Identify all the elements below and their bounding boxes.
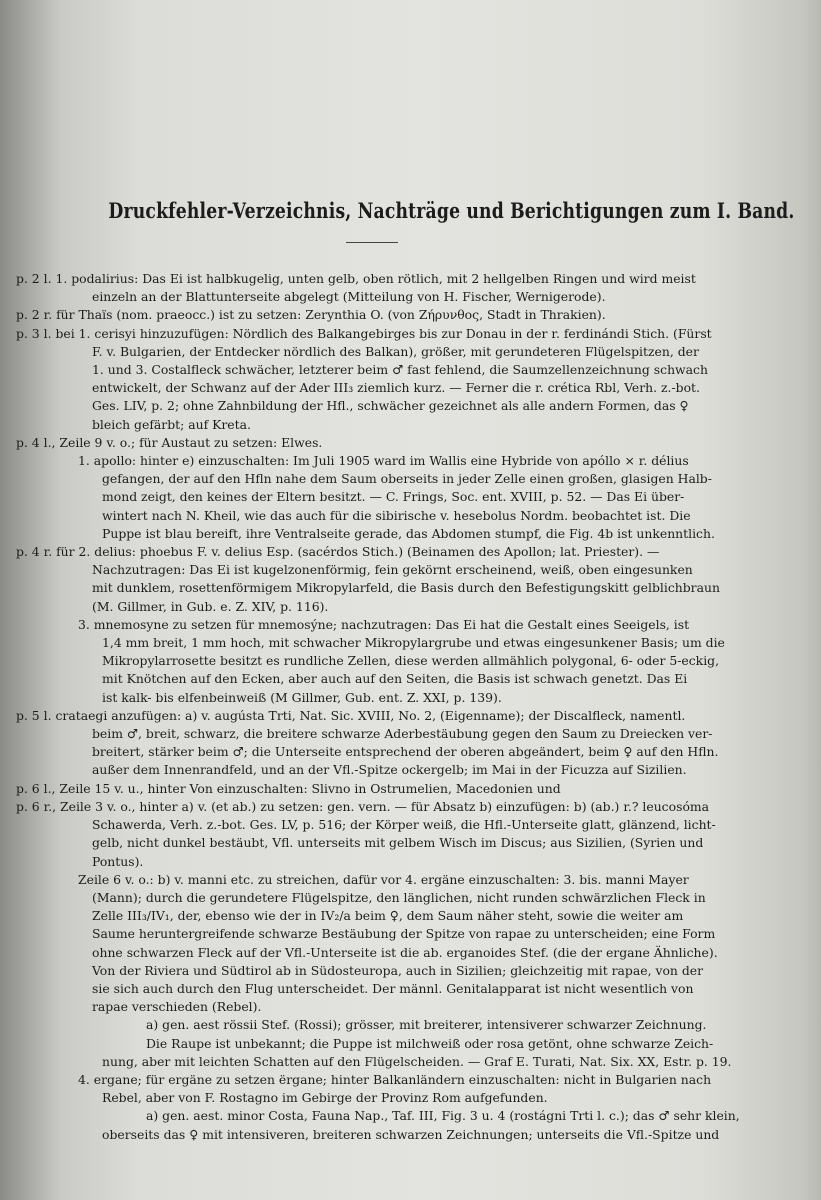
text-line: gefangen, der auf den Hfln nahe dem Saum oberseits in jeder Zelle einen großen, glasigen Halb- [102, 471, 712, 487]
text-line: F. v. Bulgarien, der Entdecker nördlich des Balkan), größer, mit gerundeteren Flügelspitzen, der [92, 343, 699, 359]
entry-apollo [16, 452, 796, 543]
text-line: rapae verschieden (Rebel). [92, 999, 262, 1015]
entry-rossii [16, 1016, 796, 1071]
text-line: Von der Riviera und Südtirol ab in Südosteuropa, auch in Sizilien; gleichzeitig mit rapae, von der [92, 962, 704, 978]
page-title: Druckfehler-Verzeichnis, Nachträge und Berichtigungen zum I. Band. [108, 198, 795, 223]
text-line: 1,4 mm breit, 1 mm hoch, mit schwacher Mikropylargrube und etwas eingesunkener Basis; um die [102, 635, 725, 651]
entry-austaut [16, 434, 796, 452]
text-line: p. 2 l. 1. podalirius: Das Ei ist halbkugelig, unten gelb, oben rötlich, mit 2 hellgelben Ringen und wird meist [16, 271, 696, 286]
entry-ergane [16, 1071, 796, 1144]
text-line: (Mann); durch die gerundetere Flügelspitze, den länglichen, nicht runden schwärzlichen Fleck in [92, 889, 706, 905]
text-line: 3. mnemosyne zu setzen für mnemosýne; nachzutragen: Das Ei hat die Gestalt eines Seeigels, ist [78, 616, 690, 632]
text-line: mit Knötchen auf den Ecken, aber auch auf den Seiten, die Basis ist schwach genetzt. Das Ei [102, 671, 688, 687]
text-line: 1. apollo: hinter e) einzuschalten: Im Juli 1905 ward im Wallis eine Hybride von apóllo × r. délius [78, 453, 689, 469]
text-line: p. 3 l. bei 1. cerisyi hinzuzufügen: Nördlich des Balkangebirges bis zur Donau in der r. ferdinándi Stich. (Fürst [16, 325, 712, 341]
text-line: mit dunklem, rosettenförmigem Mikropylarfeld, die Basis durch den Befestigungskitt gelblichbraun [92, 580, 720, 596]
text-line: beim ♂, breit, schwarz, die breitere schwarze Aderbestäubung gegen den Saum zu Dreiecken ver- [92, 726, 713, 742]
entry-mnemosyne [16, 616, 796, 707]
text-line: gelb, nicht dunkel bestäubt, Vfl. unterseits mit gelbem Wisch im Discus; aus Sizilien, (Syrien und [92, 835, 704, 851]
text-line: ist kalk- bis elfenbeinweiß (M Gillmer, Gub. ent. Z. XXI, p. 139). [102, 689, 502, 705]
text-line: p. 4 r. für 2. delius: phoebus F. v. delius Esp. (sacérdos Stich.) (Beinamen des Apollon; lat. Priester). — [16, 544, 660, 560]
text-line: 4. ergane; für ergäne zu setzen ërgane; hinter Balkanländern einzuschalten: nicht in Bulgarien nach [78, 1071, 712, 1087]
text-line: p. 5 l. crataegi anzufügen: a) v. augústa Trti, Nat. Sic. XVIII, No. 2, (Eigenname); der Discalfleck, namentl. [16, 707, 686, 723]
entry-delius [16, 543, 796, 616]
errata-body [16, 270, 796, 1144]
entry-p6l [16, 780, 796, 798]
entry-thais [16, 306, 796, 324]
text-line: Saume heruntergreifende schwarze Bestäubung der Spitze von rapae zu unterscheiden; eine Form [92, 926, 716, 942]
text-line: p. 2 r. für Thaïs (nom. praeocc.) ist zu setzen: Zerynthia O. (von Ζήρυνθος, Stadt in Thrakien). [16, 307, 606, 323]
text-line: Zeile 6 v. o.: b) v. manni etc. zu streichen, dafür vor 4. ergäne einzuschalten: 3. bis. manni Mayer [78, 871, 689, 887]
text-line: wintert nach N. Kheil, wie das auch für die sibirische v. hesebolus Nordm. beobachtet ist. Die [102, 507, 691, 523]
text-line: Pontus). [92, 853, 144, 869]
text-line: Mikropylarrosette besitzt es rundliche Zellen, diese werden allmählich polygonal, 6- oder 5-eckig, [102, 653, 720, 669]
text-line: (M. Gillmer, in Gub. e. Z. XIV, p. 116). [92, 598, 329, 614]
text-line: nung, aber mit leichten Schatten auf den Flügelscheiden. — Graf E. Turati, Nat. Six. XX, Estr. p. 19. [102, 1053, 732, 1069]
text-line: Nachzutragen: Das Ei ist kugelzonenförmig, fein gekörnt erscheinend, weiß, oben eingesunken [92, 562, 693, 578]
text-line: Schawerda, Verh. z.-bot. Ges. LV, p. 516; der Körper weiß, die Hfl.-Unterseite glatt, glänzend, licht- [92, 817, 716, 833]
text-line: a) gen. aest. minor Costa, Fauna Nap., Taf. III, Fig. 3 u. 4 (rostágni Trti l. c.); das ♂ sehr klein, [146, 1108, 740, 1124]
text-line: 1. und 3. Costalfleck schwächer, letzterer beim ♂ fast fehlend, die Saumzellenzeichnung schwach [92, 362, 708, 378]
text-line: außer dem Innenrandfeld, und an der Vfl.-Spitze ockergelb; im Mai in der Ficuzza auf Sizilien. [92, 762, 687, 778]
entry-p6r [16, 798, 796, 871]
text-line: einzeln an der Blattunterseite abgelegt (Mitteilung von H. Fischer, Wernigerode). [92, 289, 606, 305]
text-line: bleich gefärbt; auf Kreta. [92, 416, 251, 432]
entry-manni [16, 871, 796, 1017]
text-line: entwickelt, der Schwanz auf der Ader III₃ ziemlich kurz. — Ferner die r. crética Rbl, Verh. z.-bot. [92, 380, 700, 396]
text-line: p. 4 l., Zeile 9 v. o.; für Austaut zu setzen: Elwes. [16, 434, 323, 450]
text-line: Die Raupe ist unbekannt; die Puppe ist milchweiß oder rosa getönt, ohne schwarze Zeich- [146, 1035, 714, 1051]
text-line: Puppe ist blau bereift, ihre Ventralseite gerade, das Abdomen stumpf, die Fig. 4b ist unkenntlich. [102, 525, 715, 541]
text-line: ohne schwarzen Fleck auf der Vfl.-Unterseite ist die ab. erganoides Stef. (die der ergane Ähnliche). [92, 944, 718, 960]
text-line: p. 6 r., Zeile 3 v. o., hinter a) v. (et ab.) zu setzen: gen. vern. — für Absatz b) einzufügen: b) (ab.) r.? leucosóma [16, 798, 710, 814]
text-line: p. 6 l., Zeile 15 v. u., hinter Von einzuschalten: Slivno in Ostrumelien, Macedonien und [16, 780, 561, 796]
entry-podalirius [16, 270, 796, 306]
text-line: Rebel, aber von F. Rostagno im Gebirge der Provinz Rom aufgefunden. [102, 1090, 548, 1106]
text-line: oberseits das ♀ mit intensiveren, breiteren schwarzen Zeichnungen; unterseits die Vfl.-Spitze und [102, 1126, 720, 1142]
entry-crataegi [16, 707, 796, 780]
text-line: a) gen. aest rössii Stef. (Rossi); grösser, mit breiterer, intensiverer schwarzer Zeichnung. [146, 1017, 707, 1033]
entry-cerisyi [16, 325, 796, 434]
text-line: Ges. LIV, p. 2; ohne Zahnbildung der Hfl., schwächer gezeichnet als alle andern Formen, das ♀ [92, 398, 689, 414]
text-line: sie sich auch durch den Flug unterscheidet. Der männl. Genitalapparat ist nicht wesentlich von [92, 980, 694, 996]
title-rule [346, 242, 398, 243]
text-line: Zelle III₃/IV₁, der, ebenso wie der in IV₂/a beim ♀, dem Saum näher steht, sowie die weiter am [92, 908, 684, 924]
text-line: mond zeigt, den keines der Eltern besitzt. — C. Frings, Soc. ent. XVIII, p. 52. — Das Ei über- [102, 489, 685, 505]
text-line: breitert, stärker beim ♂; die Unterseite entsprechend der oberen abgeändert, beim ♀ auf den Hfln. [92, 744, 719, 760]
